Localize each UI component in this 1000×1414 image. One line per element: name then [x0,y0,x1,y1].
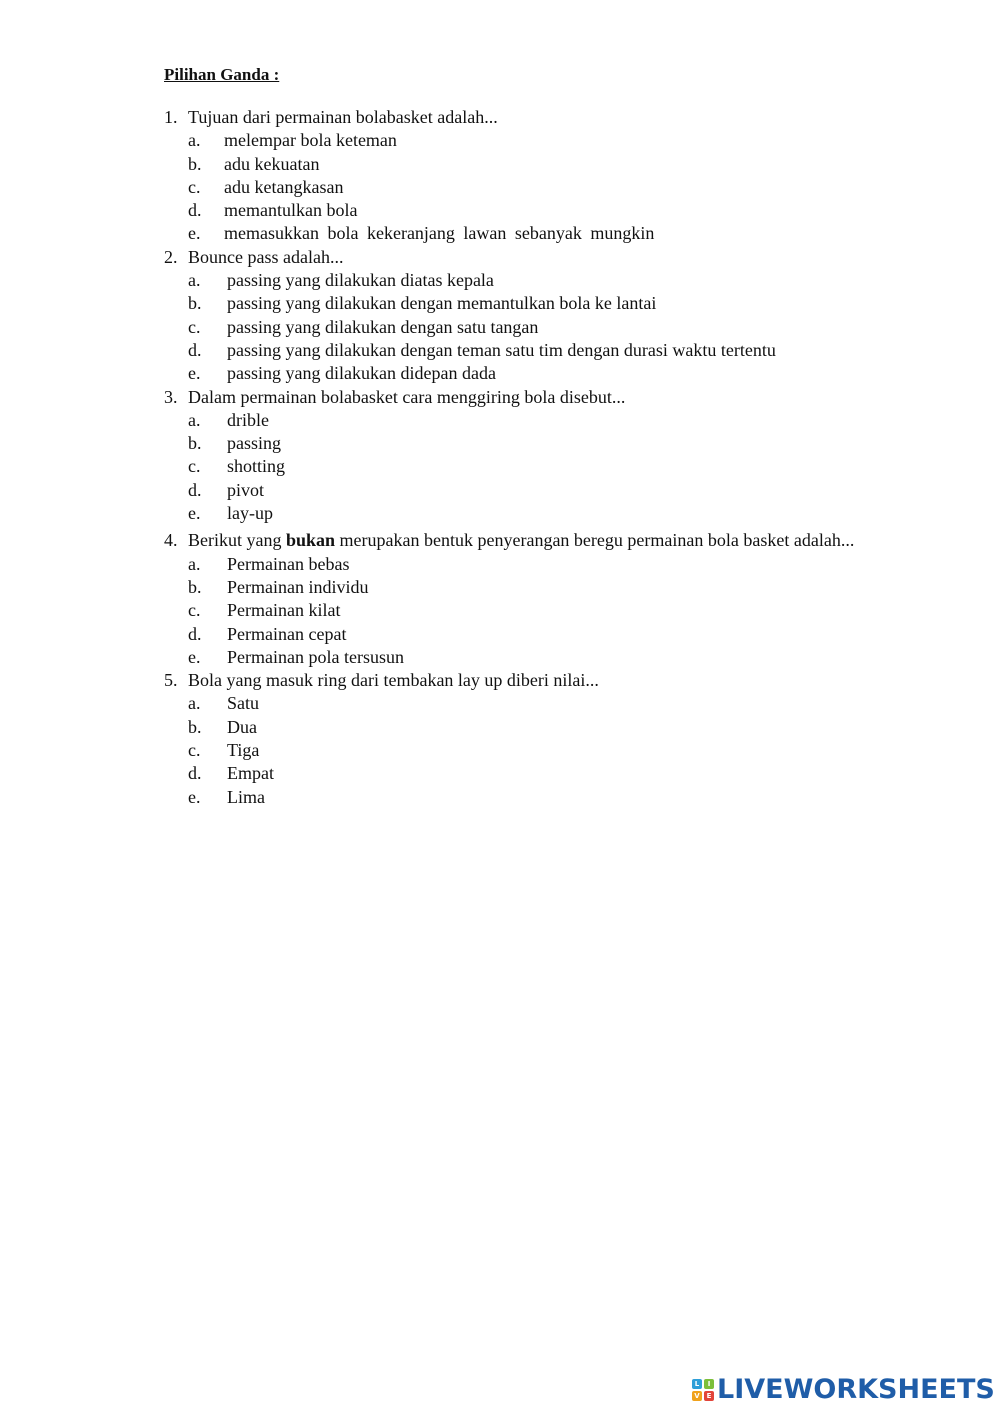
question-number: 3. [164,386,178,407]
option-text: passing [227,433,281,454]
option-letter: c. [188,176,201,197]
option-list [164,269,964,385]
option-letter: c. [188,456,201,477]
option-text: lay-up [227,503,273,524]
question-1 [164,106,964,246]
option-b[interactable] [188,576,964,599]
question-4 [164,529,964,669]
option-a[interactable] [188,129,964,152]
option-list [164,409,964,525]
question-number: 1. [164,107,178,127]
option-letter: c. [188,600,201,621]
option-text: drible [227,409,269,430]
option-e[interactable] [188,646,964,669]
option-letter: b. [188,293,202,314]
option-text: passing yang dilakukan dengan satu tangan [227,316,539,337]
option-text: melempar bola keteman [224,130,397,151]
option-list [164,129,964,245]
option-letter: e. [188,503,201,524]
option-c[interactable] [188,176,964,199]
option-c[interactable] [188,316,964,339]
logo-square-e: E [704,1391,714,1401]
option-text: passing yang dilakukan diatas kepala [227,270,494,291]
option-text: pivot [227,479,265,500]
option-e[interactable] [188,502,964,525]
logo-wordmark: LIVEWORKSHEETS [717,1374,995,1405]
option-text: Tiga [227,740,260,761]
option-text: memasukkan bola kekeranjang lawan sebanyak mungkin [224,223,655,244]
option-b[interactable] [188,432,964,455]
option-list [164,553,964,669]
option-letter: a. [188,409,201,430]
option-text: memantulkan bola [224,200,358,221]
option-d[interactable] [188,623,964,646]
option-text: Lima [227,786,265,807]
logo-square-i: I [704,1379,714,1389]
option-text: adu kekuatan [224,153,320,174]
option-letter: d. [188,479,202,500]
option-text: Satu [227,693,260,714]
option-letter: a. [188,693,201,714]
option-d[interactable] [188,479,964,502]
option-letter: c. [188,740,201,761]
option-list [164,692,964,808]
option-a[interactable] [188,409,964,432]
option-c[interactable] [188,455,964,478]
question-3 [164,386,964,526]
option-b[interactable] [188,292,964,315]
option-text: Permainan individu [227,576,369,597]
question-2 [164,246,964,386]
option-letter: c. [188,316,201,337]
option-text: Dua [227,716,257,737]
option-text: passing yang dilakukan dengan memantulkan bola ke lantai [227,293,657,314]
page-title: Pilihan Ganda : [164,65,280,84]
question-text-part: Berikut yang [188,530,286,551]
option-letter: e. [188,363,201,384]
option-letter: d. [188,763,202,784]
option-letter: a. [188,130,201,151]
question-text-emphasis: bukan [285,530,336,551]
option-c[interactable] [188,739,964,762]
option-letter: a. [188,270,201,291]
option-e[interactable] [188,362,964,385]
option-letter: d. [188,623,202,644]
option-e[interactable] [188,222,964,245]
option-b[interactable] [188,153,964,176]
question-list [164,106,964,809]
option-letter: a. [188,553,201,574]
option-letter: b. [188,716,202,737]
option-letter: b. [188,576,202,597]
option-letter: e. [188,646,201,667]
logo-square-l: L [692,1379,702,1389]
option-text: Empat [227,763,274,784]
option-text: shotting [227,456,286,477]
option-letter: b. [188,433,202,454]
question-5 [164,669,964,809]
option-text: passing yang dilakukan didepan dada [227,363,496,384]
option-d[interactable] [188,339,964,362]
question-text: Dalam permainan bolabasket cara menggiring bola disebut... [188,386,626,407]
option-e[interactable] [188,786,964,809]
question-text [188,529,854,552]
option-letter: b. [188,153,202,174]
option-a[interactable] [188,269,964,292]
option-d[interactable] [188,762,964,785]
option-b[interactable] [188,716,964,739]
option-text: adu ketangkasan [224,176,344,197]
question-text: Bounce pass adalah... [188,246,344,267]
option-a[interactable] [188,692,964,715]
option-text: passing yang dilakukan dengan teman satu tim dengan durasi waktu tertentu [227,339,776,360]
option-letter: e. [188,223,201,244]
logo-square-v: V [692,1391,702,1401]
question-text: Tujuan dari permainan bolabasket adalah... [188,107,498,127]
logo-squares-icon [692,1379,714,1401]
question-number: 2. [164,246,178,267]
question-text-part: merupakan bentuk penyerangan beregu permainan bola basket adalah... [335,530,855,551]
option-letter: d. [188,339,202,360]
question-number: 4. [164,530,178,551]
question-number: 5. [164,670,178,691]
question-text: Bola yang masuk ring dari tembakan lay up diberi nilai... [188,670,599,691]
option-c[interactable] [188,599,964,622]
option-text: Permainan kilat [227,600,341,621]
option-letter: e. [188,786,201,807]
option-a[interactable] [188,553,964,576]
option-text: Permainan cepat [227,623,347,644]
option-letter: d. [188,200,202,221]
option-text: Permainan bebas [227,553,350,574]
option-text: Permainan pola tersusun [227,646,404,667]
option-d[interactable] [188,199,964,222]
liveworksheets-logo[interactable] [692,1376,995,1404]
